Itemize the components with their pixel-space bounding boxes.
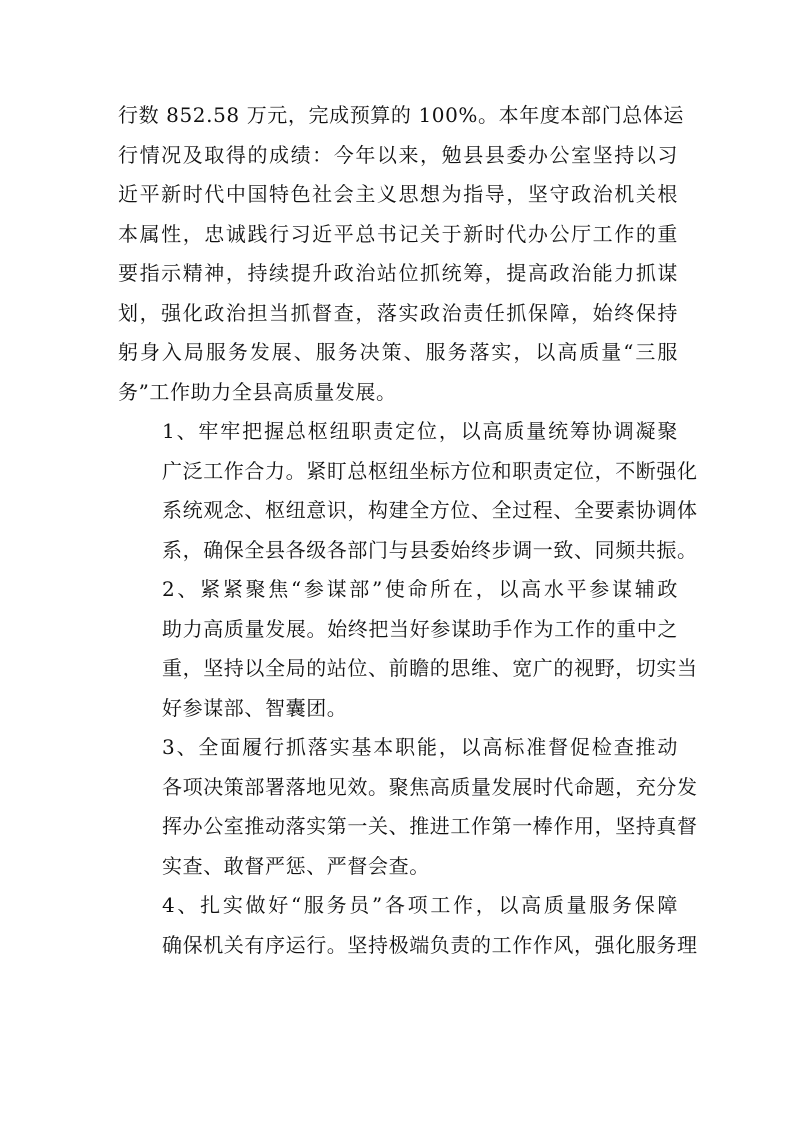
paragraph-budget-summary	[118, 96, 685, 412]
text-line: 要指示精神，持续提升政治站位抓统筹，提高政治能力抓谋	[118, 261, 678, 285]
text-line: 挥办公室推动落实第一关、推进工作第一棒作用，坚持真督	[162, 814, 698, 838]
text-line: 实查、敢督严惩、严督会查。	[162, 853, 430, 878]
text-line: 重，坚持以全局的站位、前瞻的思维、宽广的视野，切实当	[162, 656, 698, 680]
text-line: 确保机关有序运行。坚持极端负责的工作作风，强化服务理	[162, 932, 698, 957]
paragraph-item-2	[118, 570, 698, 728]
paragraph-item-3	[118, 728, 698, 886]
text-line: 各项决策部署落地见效。聚焦高质量发展时代命题，充分发	[162, 774, 698, 799]
paragraph-item-1	[118, 412, 698, 570]
text-line: 行情况及取得的成绩：今年以来，勉县县委办公室坚持以习	[118, 142, 678, 167]
text-line: 助力高质量发展。始终把当好参谋助手作为工作的重中之	[162, 616, 678, 641]
text-line: 划，强化政治担当抓督查，落实政治责任抓保障，始终保持	[118, 300, 678, 325]
text-line: 3、全面履行抓落实基本职能，以高标准督促检查推动	[162, 735, 678, 759]
document-body	[118, 96, 698, 965]
text-line: 系统观念、枢纽意识，构建全方位、全过程、全要素协调体	[162, 498, 698, 522]
text-line: 近平新时代中国特色社会主义思想为指导，坚守政治机关根	[118, 182, 678, 206]
text-line: 系，确保全县各级各部门与县委始终步调一致、同频共振。	[162, 537, 698, 562]
text-line: 广泛工作合力。紧盯总枢纽坐标方位和职责定位，不断强化	[162, 458, 698, 483]
text-line: 2、紧紧聚焦“参谋部”使命所在，以高水平参谋辅政	[162, 577, 678, 601]
text-line: 好参谋部、智囊团。	[162, 695, 348, 720]
text-line: 躬身入局服务发展、服务决策、服务落实，以高质量“三服	[118, 340, 678, 364]
paragraph-item-4	[118, 886, 698, 965]
text-line: 务”工作助力全县高质量发展。	[118, 379, 397, 404]
text-line: 1、牢牢把握总枢纽职责定位，以高质量统筹协调凝聚	[162, 419, 678, 443]
text-line: 4、扎实做好“服务员”各项工作，以高质量服务保障	[162, 893, 678, 917]
text-line: 行数 852.58 万元，完成预算的 100%。本年度本部门总体运	[118, 103, 685, 127]
text-line: 本属性，忠诚践行习近平总书记关于新时代办公厅工作的重	[118, 221, 678, 246]
